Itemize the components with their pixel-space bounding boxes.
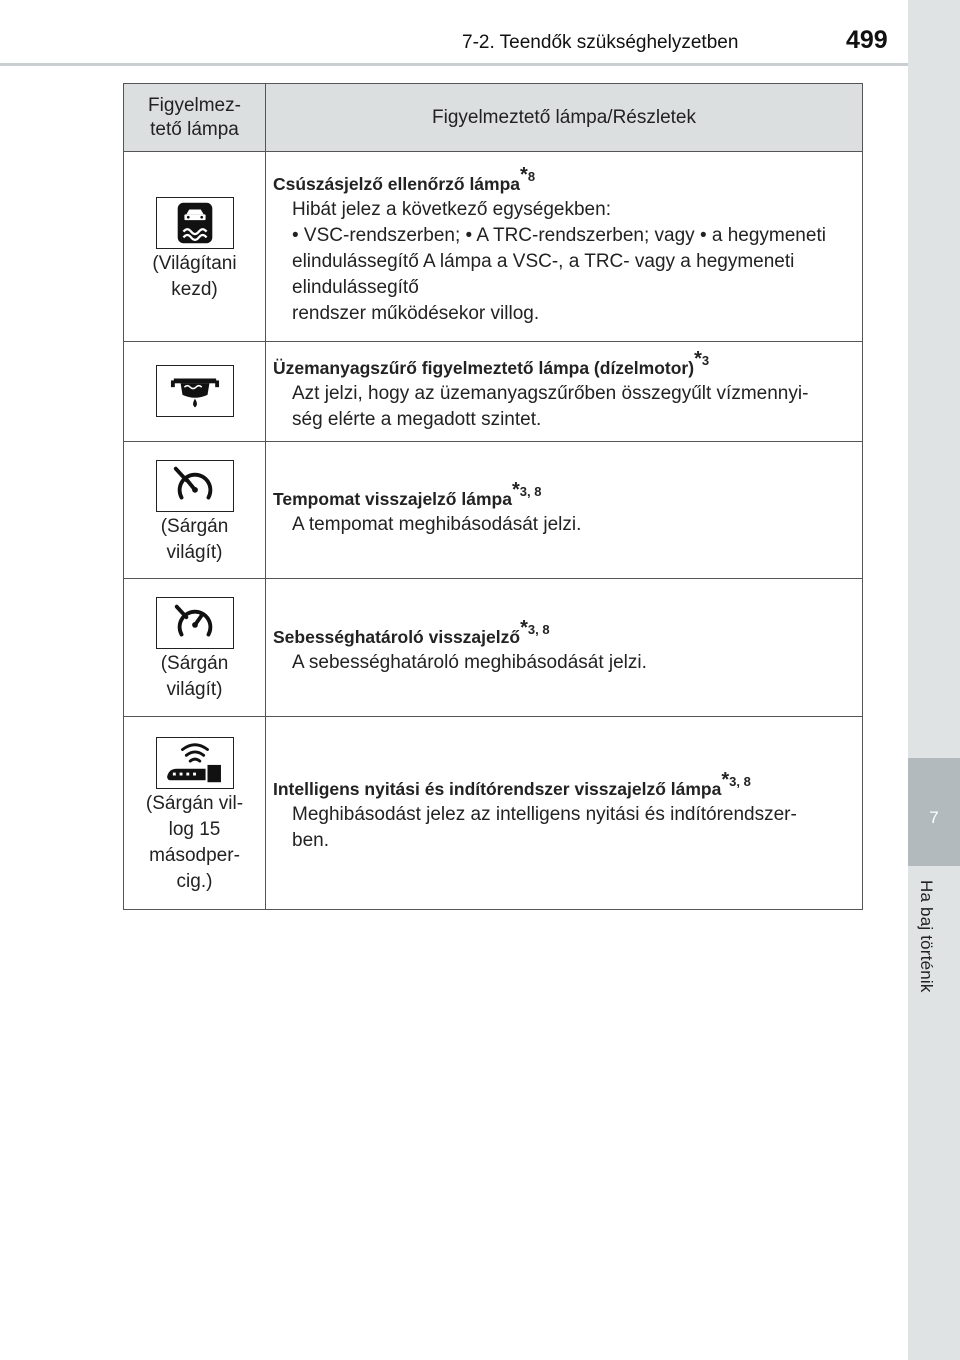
header-text: tető lámpa (150, 118, 239, 140)
icon-cell (124, 578, 266, 716)
icon-caption: (Sárgán (160, 653, 229, 675)
detail-cell (266, 441, 863, 578)
light-description: Meghibásodást jelez az intelligens nyitási és indítórendszer- ben. (292, 804, 797, 852)
light-description: Azt jelzi, hogy az üzemanyagszűrőben összegyűlt vízmennyi- ség elérte a megadott szintet. (292, 382, 809, 430)
cruise-control-icon (156, 460, 234, 512)
light-title: Tempomat visszajelző lámpa$^{*3, 8}$ (273, 479, 542, 510)
smart-key-icon (156, 737, 234, 789)
icon-caption: log 15 (168, 818, 221, 840)
page-number: 499 (846, 26, 888, 54)
detail-cell (266, 152, 863, 342)
chapter-label: Ha baj történik (917, 880, 936, 993)
chapter-number: 7 (929, 808, 939, 827)
column-header-light (124, 84, 266, 152)
column-header-details: Figyelmeztető lámpa/Részletek (266, 84, 863, 152)
icon-caption: (Sárgán vil- (145, 792, 244, 814)
detail-cell (266, 578, 863, 716)
fuel-filter-icon (156, 365, 234, 417)
light-title: Intelligens nyitási és indítórendszer visszajelző lámpa$^{*3, 8}$ (273, 769, 751, 800)
speed-limiter-icon (156, 597, 234, 649)
icon-cell (124, 441, 266, 578)
side-tab (908, 0, 960, 1360)
table-row (124, 578, 863, 716)
icon-cell (124, 716, 266, 909)
warning-lights-table (123, 83, 863, 910)
light-description: A tempomat meghibásodását jelzi. (292, 514, 582, 536)
bullet-item: • a hegymeneti elindulássegítő (292, 224, 826, 272)
detail-cell (266, 716, 863, 909)
icon-caption: (Sárgán (160, 515, 229, 537)
light-title: Üzemanyagszűrő figyelmeztető lámpa (dízelmotor)$^{*3}$ (273, 348, 710, 378)
light-title: Sebességhatároló visszajelző$^{*3, 8}$ (273, 616, 550, 647)
section-title: 7-2. Teendők szükséghelyzetben (462, 32, 739, 53)
table-header-row (124, 84, 863, 152)
light-description: Hibát jelez a következő egységekben: • VSC-rendszerben; • A TRC-rendszerben; vagy • a hegymeneti elindulássegítő A lámpa a VSC-, a TRC- vagy a hegymeneti elindulássegítő rendszer működésekor villog. (292, 198, 826, 324)
table-row (124, 441, 863, 578)
skid-control-icon (156, 197, 234, 249)
icon-caption: világít) (166, 541, 223, 563)
table-row (124, 716, 863, 909)
icon-caption: cig.) (176, 870, 213, 892)
icon-caption: kezd) (171, 278, 218, 300)
bullet-item: • A TRC-rendszerben; vagy (465, 224, 695, 246)
light-description: A sebességhatároló meghibásodását jelzi. (292, 651, 647, 673)
table-row (124, 342, 863, 442)
icon-cell (124, 152, 266, 342)
table-row (124, 152, 863, 342)
icon-caption: másodper- (149, 844, 240, 866)
chapter-tab[interactable] (908, 758, 960, 866)
icon-caption: világít) (166, 679, 223, 701)
detail-cell (266, 342, 863, 442)
icon-cell (124, 342, 266, 442)
icon-caption: (Világítani (152, 252, 237, 274)
bullet-item: • VSC-rendszerben; (292, 224, 461, 246)
header-text: Figyelmez- (148, 94, 241, 116)
light-title: Csúszásjelző ellenőrző lámpa$^{*8}$ (273, 164, 536, 194)
header-divider (0, 63, 908, 66)
